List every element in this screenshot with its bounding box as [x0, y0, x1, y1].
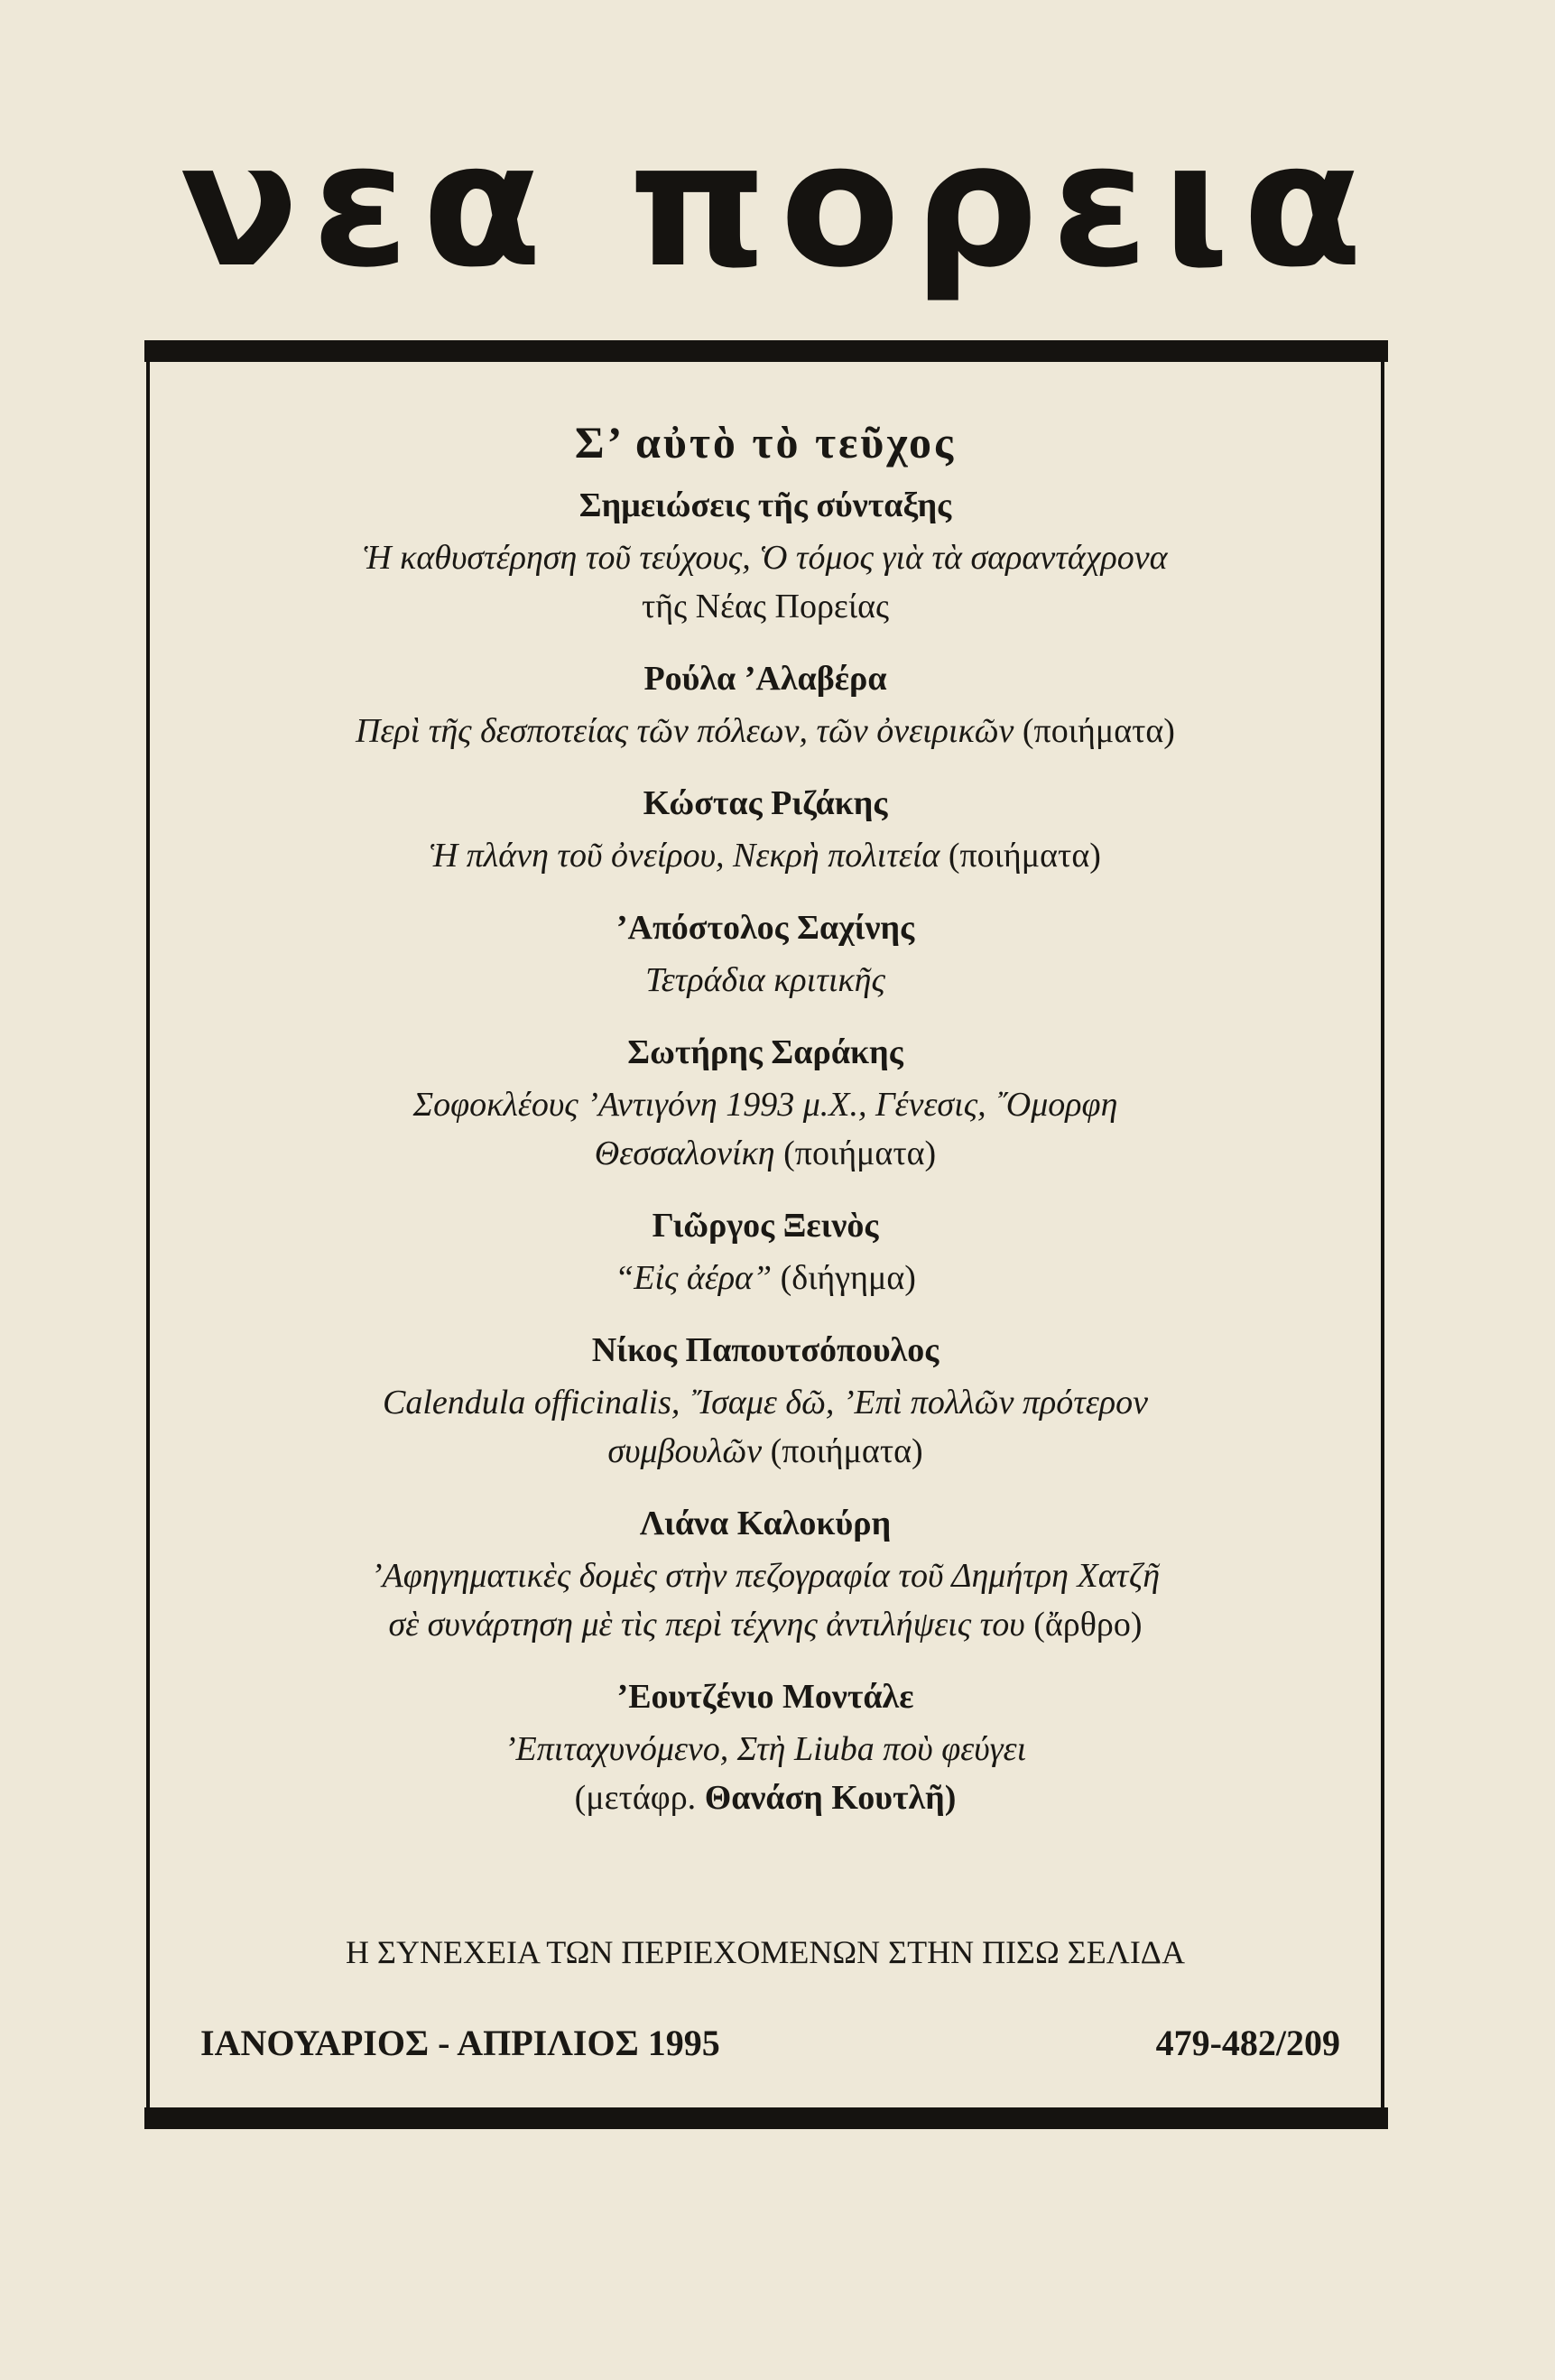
work-text-plain: (ἄρθρο): [1033, 1606, 1143, 1644]
continued-note: Η ΣΥΝΕΧΕΙΑ ΤΩΝ ΠΕΡΙΕΧΟΜΕΝΩΝ ΣΤΗΝ ΠΙΣΩ ΣΕΛΙΔΑ: [346, 1934, 1185, 1970]
table-of-contents: [153, 411, 1377, 1842]
contents-entry: [153, 477, 1377, 631]
entry-author: Γιῶργος Ξεινὸς: [652, 1207, 879, 1245]
work-text-italic: συμβουλῶν: [607, 1432, 763, 1470]
work-text-bold: Θανάση Κουτλῆ): [704, 1779, 957, 1817]
entry-work-line: [153, 956, 1377, 1005]
entries-list: [153, 477, 1377, 1822]
entry-author: Σημειώσεις τῆς σύνταξης: [578, 486, 952, 524]
work-text-plain: τῆς Νέας Πορείας: [641, 588, 890, 625]
contents-entry: [153, 1322, 1377, 1476]
entry-work-line: [153, 707, 1377, 755]
entry-author: Σωτήρης Σαράκης: [627, 1033, 903, 1071]
work-text-plain: (ποιήματα): [948, 837, 1101, 875]
entry-author: Νίκος Παπουτσόπουλος: [591, 1331, 939, 1369]
contents-entry: [153, 775, 1377, 880]
work-text-plain: (ποιήματα): [783, 1134, 937, 1172]
entry-work-line: [153, 533, 1377, 582]
contents-heading: Σ’ αὐτὸ τὸ τεῦχος: [574, 417, 957, 468]
entry-work-line: [153, 1551, 1377, 1600]
work-text-plain: (μετάφρ.: [574, 1779, 697, 1817]
work-text-italic: Σοφοκλέους ’Αντιγόνη 1993 μ.Χ., Γένεσις, ῎Ομορφη: [412, 1086, 1118, 1124]
contents-entry: [153, 1024, 1377, 1178]
work-text-italic: Calendula officinalis, ῎Ισαμε δῶ, ’Επὶ πολλῶν πρότερον: [383, 1384, 1148, 1422]
contents-entry: [153, 1198, 1377, 1302]
contents-entry: [153, 651, 1377, 755]
masthead-title: νεα πορεια: [179, 106, 1376, 305]
entry-author: Κώστας Ριζάκης: [643, 784, 888, 822]
entry-work-line: [153, 1427, 1377, 1476]
contents-entry: [153, 900, 1377, 1005]
entry-work-line: [153, 1080, 1377, 1129]
work-text-plain: (διήγημα): [780, 1259, 916, 1297]
work-text-italic: ’Επιταχυνόμενο, Στὴ Liuba ποὺ φεύγει: [504, 1730, 1027, 1768]
entry-work-line: [153, 1378, 1377, 1427]
work-text-italic: “Εἰς ἀέρα”: [615, 1259, 773, 1297]
work-text-italic: Ἡ καθυστέρηση τοῦ τεύχους, Ὁ τόμος γιὰ τὰ σαραντάχρονα: [363, 539, 1168, 577]
issue-number: 479-482/209: [1155, 2023, 1340, 2063]
frame-bottom-rule: [144, 2107, 1388, 2129]
entry-work-line: [153, 1600, 1377, 1649]
entry-work-line: [153, 582, 1377, 631]
entry-author: Λιάνα Καλοκύρη: [639, 1505, 892, 1542]
work-text-italic: Τετράδια κριτικῆς: [645, 961, 885, 999]
work-text-italic: Περὶ τῆς δεσποτείας τῶν πόλεων, τῶν ὀνειρικῶν: [356, 712, 1014, 750]
work-text-plain: (ποιήματα): [770, 1432, 923, 1470]
issue-footer: [200, 2022, 1340, 2064]
entry-author: ’Απόστολος Σαχίνης: [616, 909, 915, 947]
contents-entry: [153, 1669, 1377, 1822]
entry-work-line: [153, 1129, 1377, 1178]
work-text-italic: ’Αφηγηματικὲς δομὲς στὴν πεζογραφία τοῦ Δημήτρη Χατζῆ: [370, 1557, 1161, 1595]
contents-entry: [153, 1496, 1377, 1649]
work-text-italic: σὲ συνάρτηση μὲ τὶς περὶ τέχνης ἀντιλήψεις του: [388, 1606, 1025, 1644]
entry-author: Ρούλα ’Αλαβέρα: [643, 660, 887, 698]
entry-author: ’Εουτζένιο Μοντάλε: [616, 1678, 914, 1716]
work-text-plain: (ποιήματα): [1022, 712, 1175, 750]
entry-work-line: [153, 831, 1377, 880]
work-text-italic: Ἡ πλάνη τοῦ ὀνείρου, Νεκρὴ πολιτεία: [430, 837, 940, 875]
entry-work-line: [153, 1254, 1377, 1302]
issue-date: ΙΑΝΟΥΑΡΙΟΣ - ΑΠΡΙΛΙΟΣ 1995: [200, 2023, 720, 2063]
entry-work-line: [153, 1725, 1377, 1773]
entry-work-line: [153, 1773, 1377, 1822]
work-text-italic: Θεσσαλονίκη: [594, 1134, 775, 1172]
